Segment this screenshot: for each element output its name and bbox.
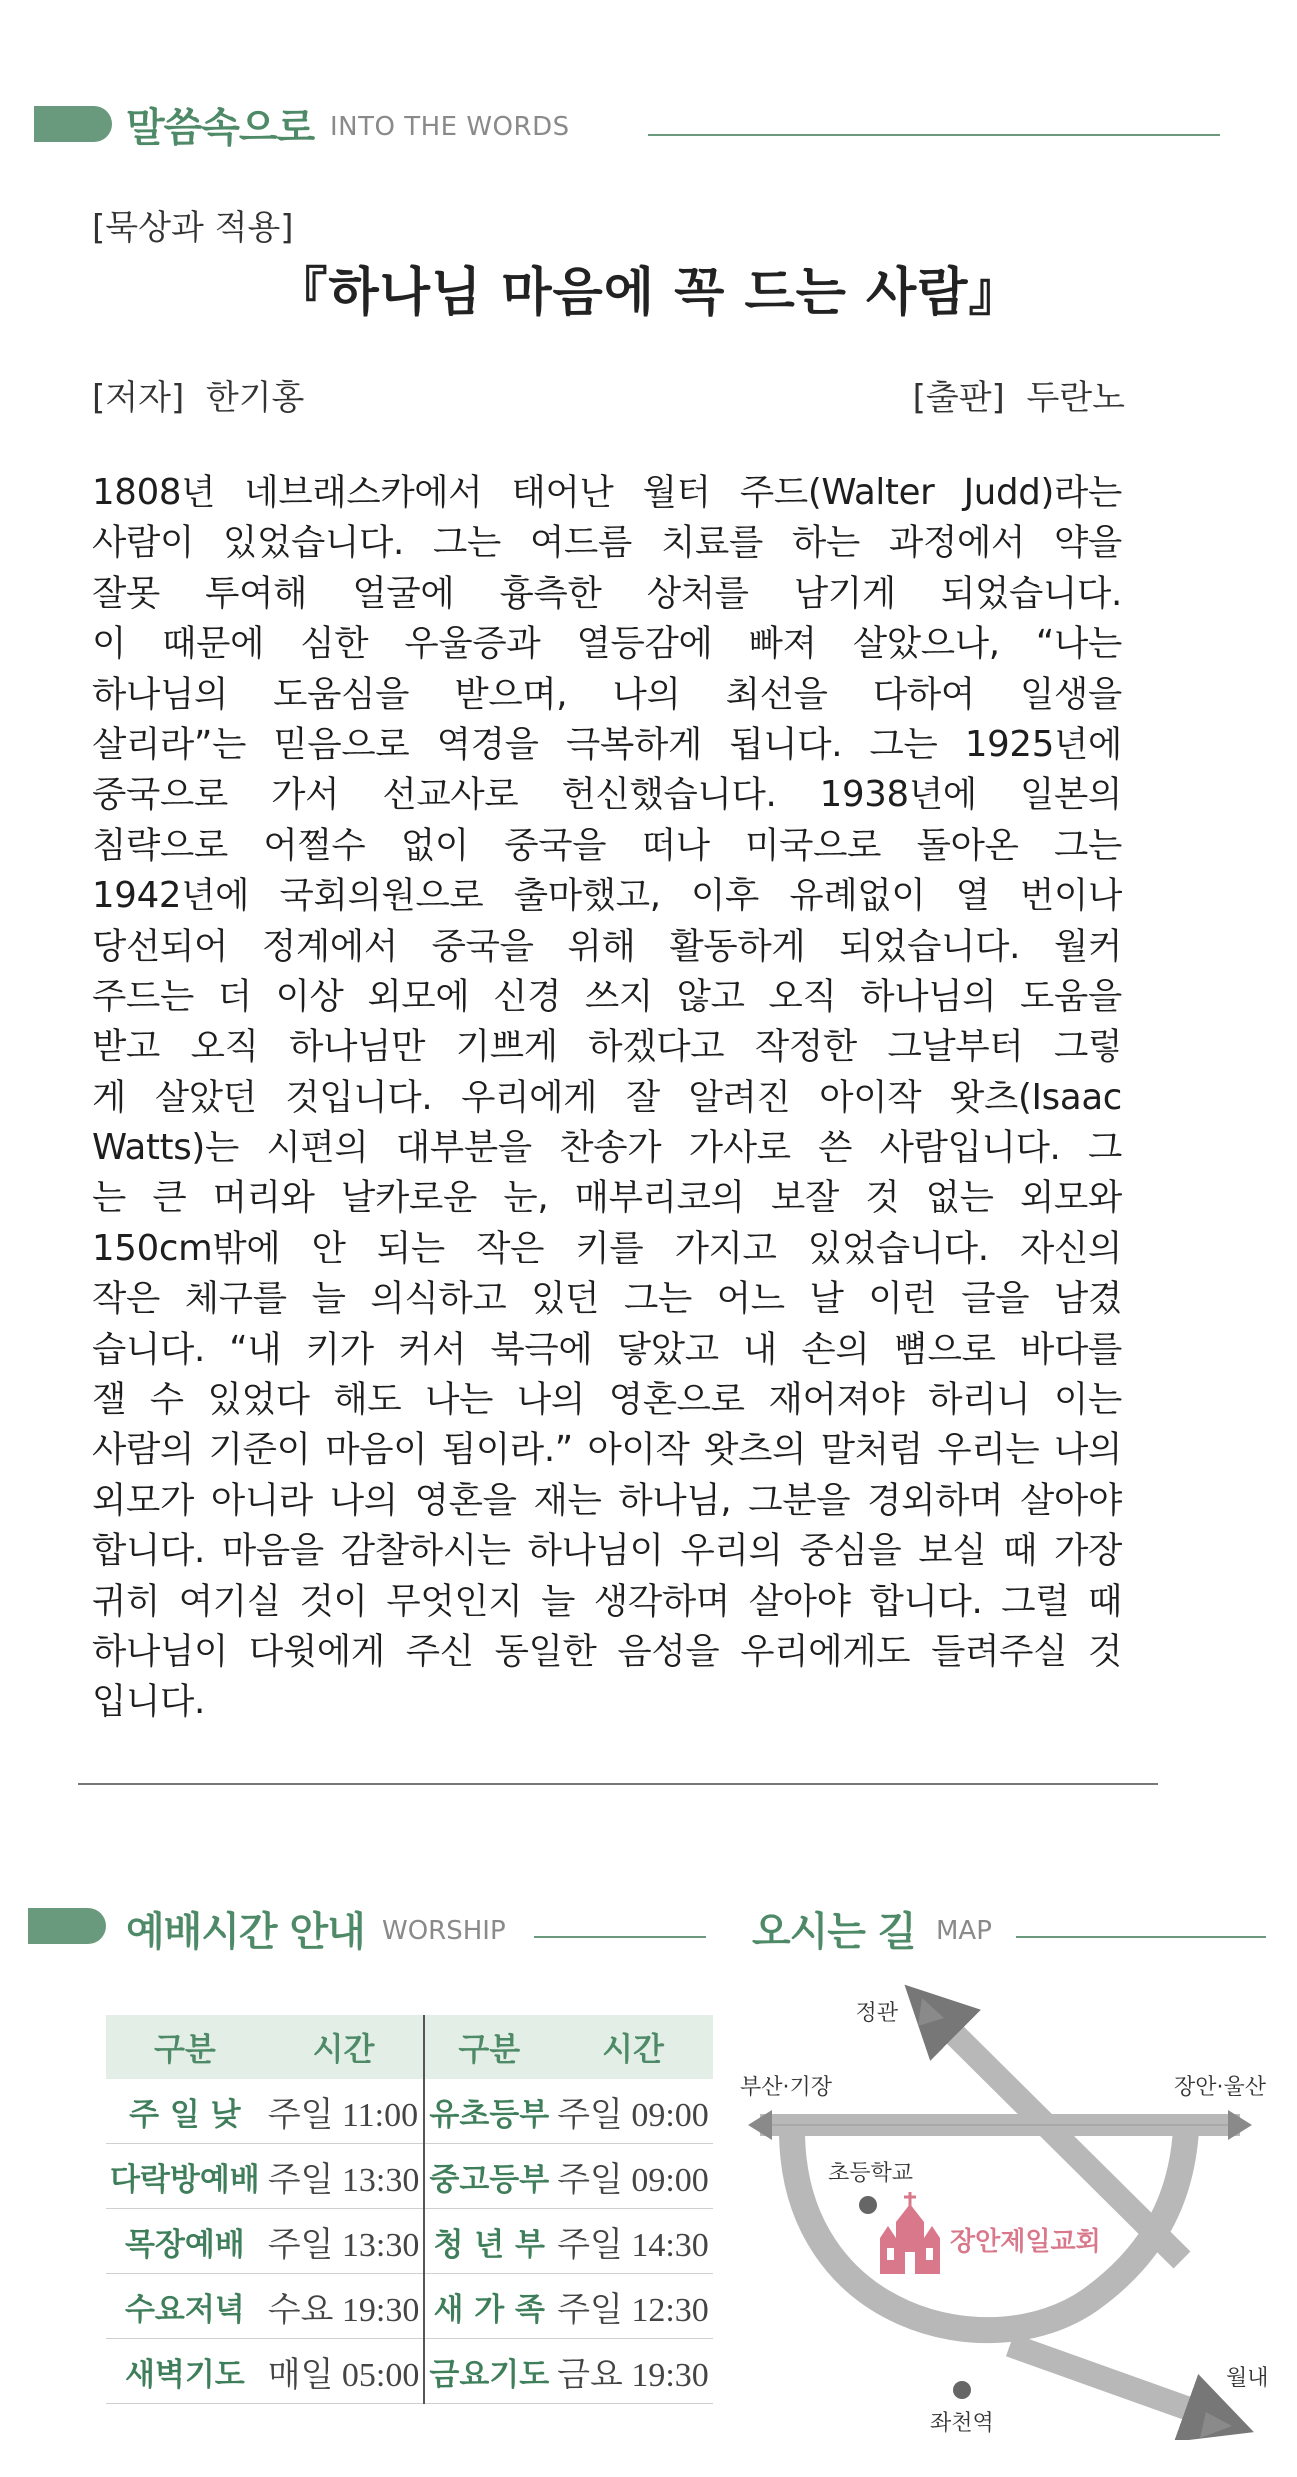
author-name: 한기홍 [205,378,305,418]
body-line: 당선되어 정계에서 중국을 위해 활동하게 되었습니다. 월커 [92,925,1122,967]
body-line: 하나님의 도움심을 받으며, 나의 최선을 다하여 일생을 [92,673,1122,715]
article-section-label: [묵상과 적용] [92,208,294,248]
section-subtitle-en: INTO THE WORDS [330,112,570,142]
service-time: 주일 13:30 [264,2209,425,2274]
service-name: 다락방예배 [106,2144,264,2209]
station-marker [953,2381,971,2399]
header-category: 구분 [424,2015,553,2079]
body-line: 습니다. “내 키가 커서 북극에 닿았고 내 손의 뼘으로 바다를 [92,1328,1122,1370]
directions-map [730,1960,1270,2440]
table-header-row [106,2015,713,2079]
book-title: 『하나님 마음에 꼭 드는 사람』 [275,263,1022,323]
body-line: 게 살았던 것입니다. 우리에게 잘 알려진 아이작 왓츠(Isaac [92,1076,1122,1118]
header-rule [648,134,1220,136]
service-name: 청 년 부 [424,2209,553,2274]
header-accent-pill [34,106,112,142]
service-time: 주일 09:00 [553,2144,713,2209]
service-time: 금요 19:30 [553,2339,713,2404]
service-time: 주일 13:30 [264,2144,425,2209]
body-line: 외모가 아니라 나의 영혼을 재는 하나님, 그분을 경외하며 살아야 [92,1479,1122,1521]
section-divider [78,1783,1158,1785]
header-category: 구분 [106,2015,264,2079]
body-line: 잘못 투여해 얼굴에 흉측한 상처를 남기게 되었습니다. [92,572,1122,614]
church-icon [880,2192,940,2274]
map-label-east: 장안·울산 [1173,2075,1266,2100]
service-name: 유초등부 [424,2079,553,2144]
map-title: 오시는 길 [752,1909,916,1955]
service-name: 새 가 족 [424,2274,553,2339]
body-line: 살리라”는 믿음으로 역경을 극복하게 됩니다. 그는 1925년에 [92,723,1122,765]
service-time: 주일 09:00 [553,2079,713,2144]
author-label: [저자] [92,378,185,418]
body-line: 잴 수 있었다 해도 나는 나의 영혼으로 재어져야 하리니 이는 [92,1379,1122,1421]
body-line: 귀히 여기실 것이 무엇인지 늘 생각하며 살아야 합니다. 그럴 때 [92,1580,1122,1622]
publisher-name: 두란노 [1026,378,1125,418]
service-name: 주 일 낮 [106,2079,264,2144]
service-time: 주일 11:00 [264,2079,425,2144]
body-line: 사람이 있었습니다. 그는 여드름 치료를 하는 과정에서 약을 [92,522,1122,564]
body-line: 이 때문에 심한 우울증과 열등감에 빠져 살았으나, “나는 [92,623,1122,665]
table-row [106,2339,713,2404]
body-line: 작은 체구를 늘 의식하고 있던 그는 어느 날 이런 글을 남겼 [92,1278,1122,1320]
body-line: 침략으로 어쩔수 없이 중국을 떠나 미국으로 돌아온 그는 [92,824,1122,866]
publisher-line [913,370,1125,419]
header-time: 시간 [264,2015,425,2079]
body-line: 입니다. [92,1681,205,1723]
body-line: 사람의 기준이 마음이 됨이라.” 아이작 왓츠의 말처럼 우리는 나의 [92,1429,1122,1471]
article-body [92,468,1122,1728]
service-name: 금요기도 [424,2339,553,2404]
map-rule [1016,1936,1266,1938]
body-line: 합니다. 마음을 감찰하시는 하나님이 우리의 중심을 보실 때 가장 [92,1530,1122,1572]
body-line: 주드는 더 이상 외모에 신경 쓰지 않고 오직 하나님의 도움을 [92,975,1122,1017]
school-marker [859,2196,877,2214]
body-line: 150cm밖에 안 되는 작은 키를 가지고 있었습니다. 자신의 [92,1227,1122,1269]
service-name: 새벽기도 [106,2339,264,2404]
worship-accent-pill [28,1908,106,1944]
section-title: 말씀속으로 [126,105,315,151]
table-row [106,2209,713,2274]
service-time: 주일 14:30 [553,2209,713,2274]
worship-schedule-table [106,2015,713,2404]
table-row [106,2274,713,2339]
service-time: 수요 19:30 [264,2274,425,2339]
service-time: 주일 12:30 [553,2274,713,2339]
service-time: 매일 05:00 [264,2339,425,2404]
body-line: 1942년에 국회의원으로 출마했고, 이후 유례없이 열 번이나 [92,875,1122,917]
map-label-west: 부산·기장 [740,2075,833,2100]
body-line: 하나님이 다윗에게 주신 동일한 음성을 우리에게도 들려주실 것 [92,1630,1122,1672]
service-name: 수요저녁 [106,2274,264,2339]
service-name: 목장예배 [106,2209,264,2274]
body-line: 1808년 네브래스카에서 태어난 월터 주드(Walter Judd)라는 [92,472,1122,513]
map-label-church: 장안제일교회 [950,2227,1101,2257]
publisher-label: [출판] [912,378,1005,418]
worship-title-en: WORSHIP [382,1916,506,1946]
table-row [106,2079,713,2144]
map-label-north: 정관 [855,2001,898,2026]
header-time: 시간 [553,2015,713,2079]
service-name: 중고등부 [424,2144,553,2209]
map-label-station: 좌천역 [930,2411,994,2436]
map-label-school: 초등학교 [828,2161,914,2186]
map-title-en: MAP [936,1916,992,1946]
body-line: 중국으로 가서 선교사로 헌신했습니다. 1938년에 일본의 [92,774,1122,816]
body-line: Watts)는 시편의 대부분을 찬송가 가사로 쓴 사람입니다. 그 [92,1127,1122,1169]
diagonal-road-south [1010,2345,1220,2420]
body-line: 는 큰 머리와 날카로운 눈, 매부리코의 보잘 것 없는 외모와 [92,1177,1122,1219]
table-row [106,2144,713,2209]
author-line [92,370,304,419]
map-label-southeast: 월내 [1226,2366,1269,2391]
worship-title: 예배시간 안내 [126,1909,365,1955]
body-line: 받고 오직 하나님만 기쁘게 하겠다고 작정한 그날부터 그렇 [92,1026,1122,1068]
worship-rule [534,1936,706,1938]
